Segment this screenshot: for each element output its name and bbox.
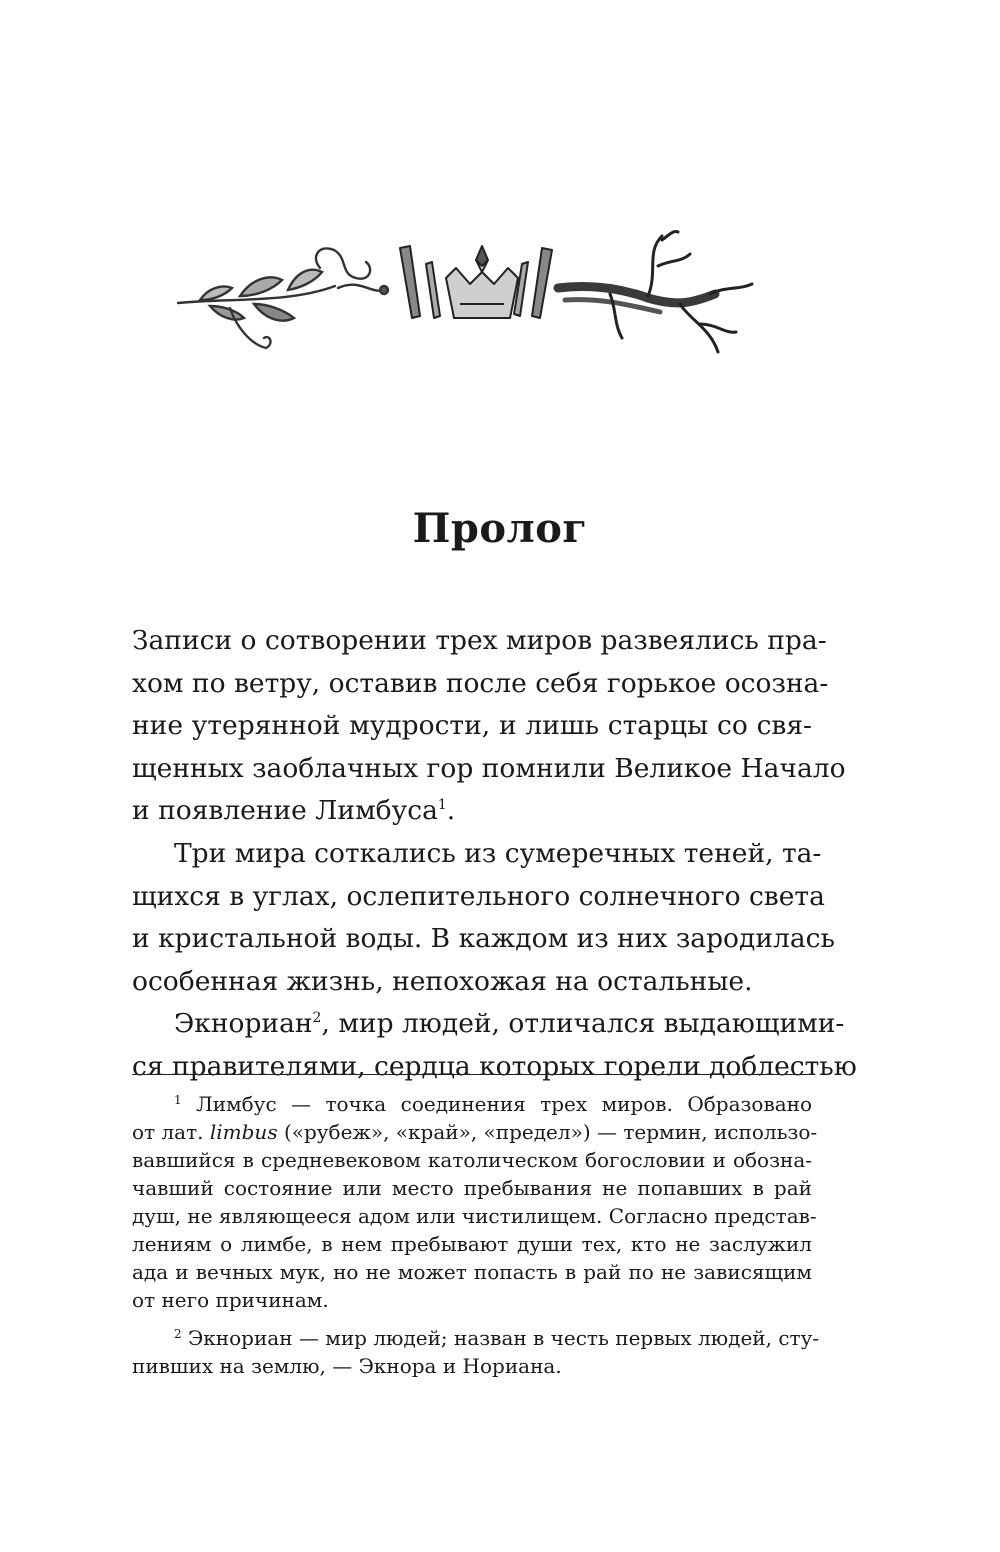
crown-icon	[400, 246, 552, 318]
footnote-1-line	[132, 1118, 818, 1146]
footnote-2-line: пивших на землю, — Экнора и Нориана.	[132, 1354, 562, 1378]
footnote-1-line: от него причинам.	[132, 1288, 329, 1312]
footnote-2-line	[132, 1324, 820, 1352]
chapter-title: Пролог	[412, 505, 588, 552]
footnote-mark-1[interactable]: 1	[437, 797, 447, 814]
text-line: ся правителями, сердца которых горели доблестью	[132, 1050, 857, 1082]
text-line: щихся в углах, ослепительного солнечного света	[132, 880, 825, 912]
latin-term: limbus	[209, 1120, 278, 1144]
text-line: хом по ветру, оставив после себя горькое осозна-	[132, 667, 829, 699]
footnote-2-number: 2	[174, 1327, 182, 1341]
text-line: и кристальной воды. В каждом из них зародилась	[132, 923, 835, 955]
text-fragment: и появление Лимбуса	[132, 795, 438, 827]
period: .	[446, 795, 456, 827]
footnote-1-line	[132, 1090, 812, 1118]
footnote-spacer	[132, 1314, 812, 1324]
footnote-text: от лат.	[132, 1120, 210, 1144]
text-line: щенных заоблачных гор помнили Великое Начало	[132, 752, 846, 784]
text-line: Записи о сотворении трех миров развеялись пра-	[132, 625, 827, 656]
text-line	[132, 790, 812, 833]
footnote-1-line: чавший состояние или место пребывания не попавших в рай	[132, 1176, 812, 1200]
footnote-1-line: лениям о лимбе, в нем пребывают души тех, кто не заслужил	[132, 1232, 812, 1256]
text-line: особенная жизнь, непохожая на остальные.	[132, 965, 753, 997]
footnotes	[132, 1090, 820, 1380]
text-line: ние утерянной мудрости, и лишь старцы со свя-	[132, 710, 812, 742]
text-fragment: Экнориан	[174, 1008, 313, 1040]
footnote-1-line: вавшийся в средневековом католическом богословии и обозна-	[132, 1148, 812, 1172]
decorative-vignette	[170, 228, 760, 368]
bare-tree-branch-icon	[558, 231, 752, 352]
main-text	[132, 620, 857, 1089]
leaf-branch-icon	[178, 248, 388, 348]
text-line: Три мира соткались из сумеречных теней, та-	[174, 837, 822, 869]
footnote-text: («рубеж», «край», «предел») — термин, использо-	[277, 1120, 818, 1144]
footnote-mark-2[interactable]: 2	[312, 1010, 322, 1027]
text-line	[132, 1003, 845, 1046]
text-fragment: , мир людей, отличался выдающими-	[321, 1008, 845, 1040]
footnote-1-line: ада и вечных мук, но не может попасть в рай по не зависящим	[132, 1260, 812, 1284]
footnote-text: Экнориан — мир людей; назван в честь первых людей, сту-	[188, 1326, 820, 1350]
footnote-divider	[132, 1074, 812, 1075]
footnote-1-line: душ, не являющееся адом или чистилищем. Согласно представ-	[132, 1204, 817, 1228]
footnote-text: Лимбус — точка соединения трех миров. Образовано	[196, 1092, 813, 1116]
footnote-1-number: 1	[174, 1093, 182, 1107]
